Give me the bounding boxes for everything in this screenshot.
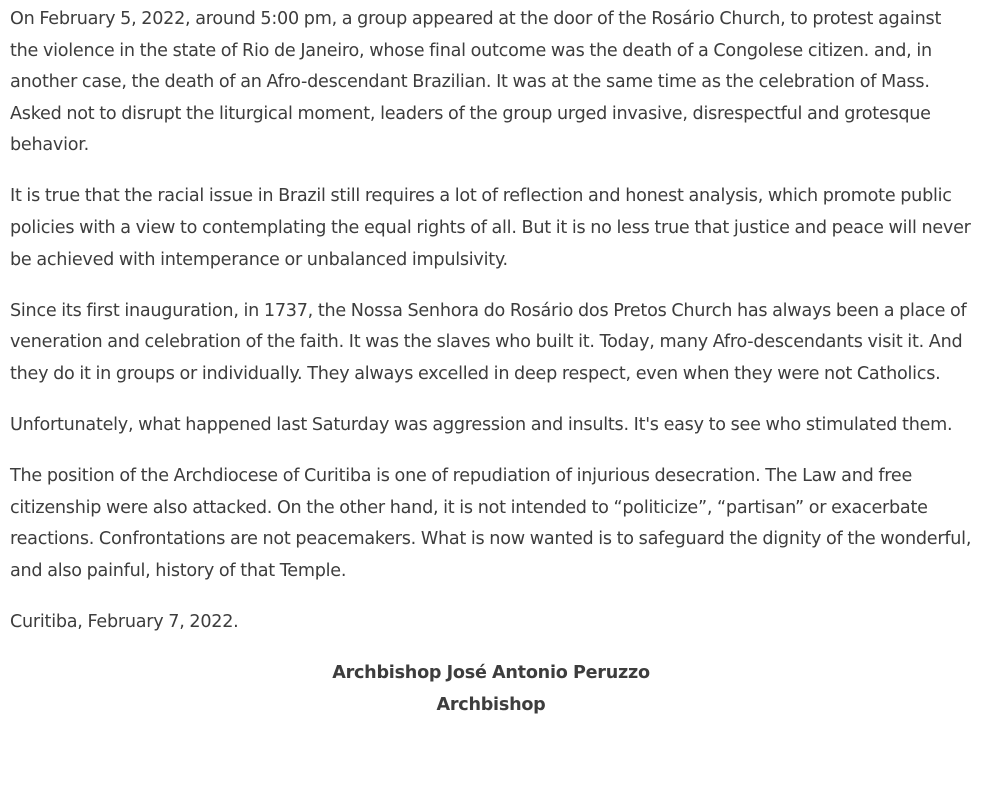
signature-name: Archbishop José Antonio Peruzzo [332,663,650,684]
signature-block [10,658,972,721]
paragraph: Since its first inauguration, in 1737, the Nossa Senhora do Rosário dos Pretos Church has always been a place of veneration and celebration of the faith. It was the slaves who built it. Today, many Afro-descendants visit it. And they do it in groups or individually. They always excelled in deep respect, even when they were not Catholics. [10,300,967,384]
place-date: Curitiba, February 7, 2022. [10,612,239,632]
paragraph: On February 5, 2022, around 5:00 pm, a group appeared at the door of the Rosário Church, to protest against the violence in the state of Rio de Janeiro, whose final outcome was the death of a Congolese citizen. and, in another case, the death of an Afro-descendant Brazilian. It was at the same time as the celebration of Mass. Asked not to disrupt the liturgical moment, leaders of the group urged invasive, disrespectful and grotesque behavior. [10,9,942,156]
paragraph: It is true that the racial issue in Brazil still requires a lot of reflection and honest analysis, which promote public policies with a view to contemplating the equal rights of all. But it is no less true that justice and peace will never be achieved with intemperance or unbalanced impulsivity. [10,186,971,270]
signature-title: Archbishop [436,694,546,715]
paragraph: Unfortunately, what happened last Saturday was aggression and insults. It's easy to see who stimulated them. [10,415,953,436]
article-body [10,4,972,721]
paragraph: The position of the Archdiocese of Curitiba is one of repudiation of injurious desecration. The Law and free citizenship were also attacked. On the other hand, it is not intended to “politicize”, “partisan” or exacerbate reactions. Confrontations are not peacemakers. What is now wanted is to safeguard the dignity of the wonderful, and also painful, history of that Temple. [10,466,972,581]
